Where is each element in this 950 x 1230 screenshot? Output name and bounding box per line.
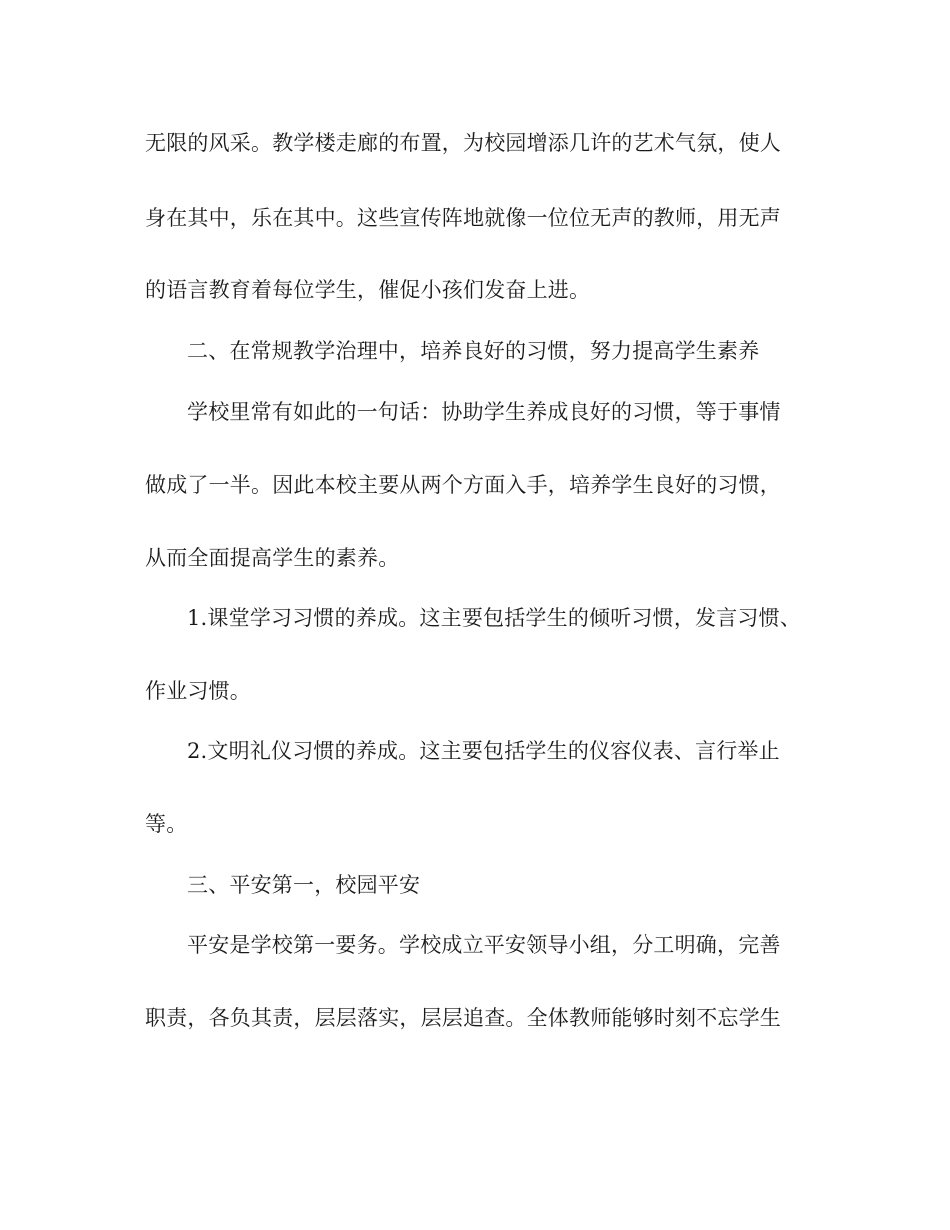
paragraph-line: 职责，各负其责，层层落实，层层追查。全体教师能够时刻不忘学生 xyxy=(145,1006,781,1030)
list-item: 1.课堂学习习惯的养成。这主要包括学生的倾听习惯，发言习惯、 xyxy=(187,606,802,630)
paragraph-line: 平安是学校第一要务。学校成立平安领导小组，分工明确，完善 xyxy=(187,933,781,957)
paragraph-line: 作业习惯。 xyxy=(145,679,251,703)
paragraph-line: 从而全面提高学生的素养。 xyxy=(145,546,400,570)
paragraph-line: 无限的风采。教学楼走廊的布置，为校园增添几许的艺术气氛，使人 xyxy=(145,131,781,155)
list-item: 2.文明礼仪习惯的养成。这主要包括学生的仪容仪表、言行举止 xyxy=(187,739,780,763)
paragraph-line: 学校里常有如此的一句话：协助学生养成良好的习惯，等于事情 xyxy=(187,400,781,424)
paragraph-line: 身在其中，乐在其中。这些宣传阵地就像一位位无声的教师，用无声 xyxy=(145,206,781,230)
paragraph-line: 做成了一半。因此本校主要从两个方面入手，培养学生良好的习惯， xyxy=(145,473,781,497)
section-heading: 三、平安第一，校园平安 xyxy=(187,873,421,897)
section-heading: 二、在常规教学治理中，培养良好的习惯，努力提高学生素养 xyxy=(187,339,760,363)
paragraph-line: 的语言教育着每位学生，催促小孩们发奋上进。 xyxy=(145,278,591,302)
paragraph-line: 等。 xyxy=(145,812,188,836)
